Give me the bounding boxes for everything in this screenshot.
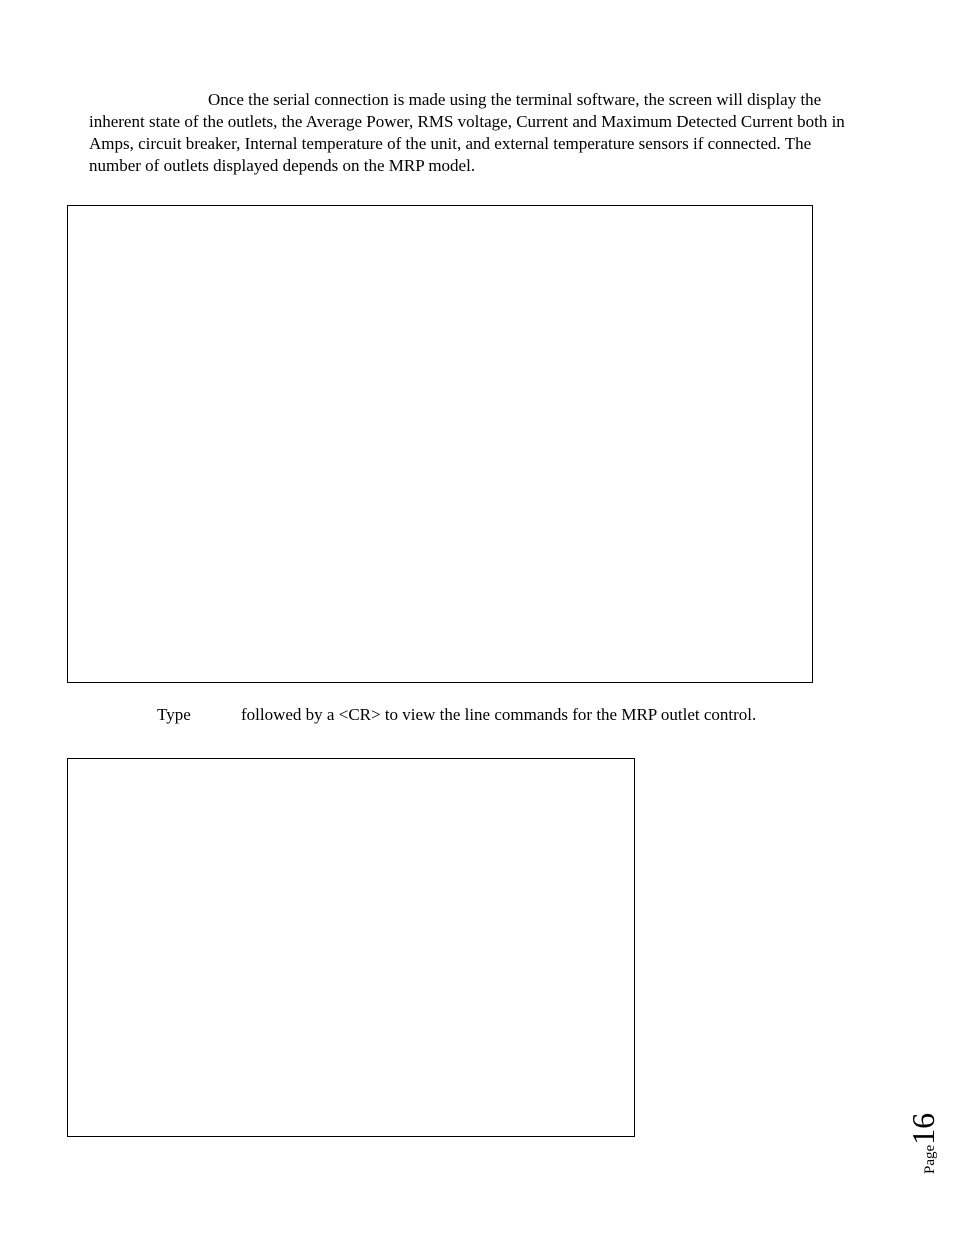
page-number-value: 16 xyxy=(905,1112,941,1145)
type-instruction xyxy=(0,704,954,728)
status-screenshot-frame xyxy=(67,205,813,683)
intro-paragraph xyxy=(89,89,864,177)
type-word: Type xyxy=(157,705,191,724)
help-screenshot-frame xyxy=(67,758,635,1137)
intro-text: Once the serial connection is made using the terminal software, the screen will display the inherent state of the outlets, the Average Power, RMS voltage, Current and Maximum Detected Current both in Amps, circuit breaker, Internal temperature of the unit, and external temperature sensors if connected. The number of outlets displayed depends on the MRP model. xyxy=(89,90,845,175)
page-number xyxy=(905,1090,950,1180)
type-instruction-text: followed by a <CR> to view the line commands for the MRP outlet control. xyxy=(241,705,757,724)
page-label: Page xyxy=(922,1144,938,1174)
